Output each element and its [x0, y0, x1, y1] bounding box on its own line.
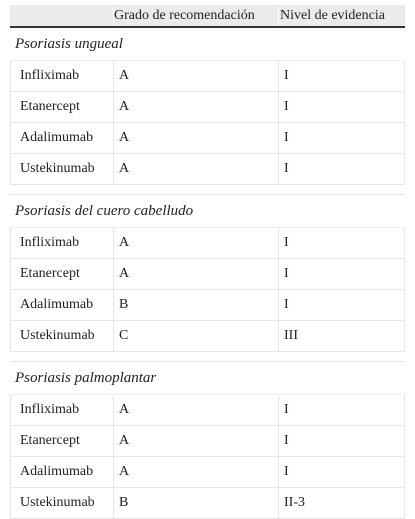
section-title: Psoriasis ungueal	[10, 28, 405, 61]
drug-cell: Infliximab	[20, 235, 80, 250]
evidence-cell: III	[284, 328, 298, 343]
table-header	[10, 5, 405, 28]
drug-cell: Adalimumab	[20, 297, 94, 312]
table-row	[10, 395, 405, 426]
evidence-cell: I	[284, 161, 289, 176]
header-evidence-level: Nivel de evidencia	[280, 8, 385, 23]
drug-cell: Infliximab	[20, 68, 80, 83]
section-palmoplantar-psoriasis	[10, 362, 405, 519]
header-empty-cell	[10, 8, 113, 24]
evidence-cell: I	[284, 402, 289, 417]
table-row	[10, 259, 405, 290]
grade-cell: C	[119, 328, 129, 343]
section-spacer	[10, 352, 405, 362]
section-scalp-psoriasis	[10, 195, 405, 362]
evidence-cell: I	[284, 130, 289, 145]
grade-cell: A	[119, 402, 130, 417]
grade-cell: A	[119, 235, 130, 250]
drug-cell: Infliximab	[20, 402, 80, 417]
grade-cell: B	[119, 495, 129, 510]
drug-cell: Etanercept	[20, 99, 80, 114]
grade-cell: A	[119, 68, 130, 83]
grade-cell: A	[119, 130, 130, 145]
table-row	[10, 321, 405, 352]
table-row	[10, 228, 405, 259]
table-row	[10, 488, 405, 519]
evidence-cell: I	[284, 99, 289, 114]
grade-cell: A	[119, 266, 130, 281]
drug-cell: Etanercept	[20, 433, 80, 448]
evidence-cell: I	[284, 235, 289, 250]
section-spacer	[10, 185, 405, 195]
evidence-cell: I	[284, 266, 289, 281]
table-row	[10, 154, 405, 185]
evidence-cell: I	[284, 464, 289, 479]
header-recommendation-grade: Grado de recomendación	[114, 8, 255, 23]
evidence-cell: I	[284, 68, 289, 83]
evidence-table	[10, 5, 405, 519]
drug-cell: Ustekinumab	[20, 161, 95, 176]
table-row	[10, 123, 405, 154]
drug-cell: Ustekinumab	[20, 328, 95, 343]
section-title: Psoriasis palmoplantar	[10, 362, 405, 395]
evidence-cell: I	[284, 433, 289, 448]
drug-cell: Adalimumab	[20, 130, 94, 145]
grade-cell: A	[119, 433, 130, 448]
table-row	[10, 426, 405, 457]
grade-cell: B	[119, 297, 129, 312]
table-row	[10, 457, 405, 488]
grade-cell: A	[119, 464, 130, 479]
table-row	[10, 61, 405, 92]
table-row	[10, 92, 405, 123]
grade-cell: A	[119, 99, 130, 114]
grade-cell: A	[119, 161, 130, 176]
evidence-cell: II-3	[284, 495, 305, 510]
drug-cell: Ustekinumab	[20, 495, 95, 510]
section-title: Psoriasis del cuero cabelludo	[10, 195, 405, 228]
section-nail-psoriasis	[10, 28, 405, 195]
drug-cell: Adalimumab	[20, 464, 94, 479]
drug-cell: Etanercept	[20, 266, 80, 281]
evidence-cell: I	[284, 297, 289, 312]
table-row	[10, 290, 405, 321]
